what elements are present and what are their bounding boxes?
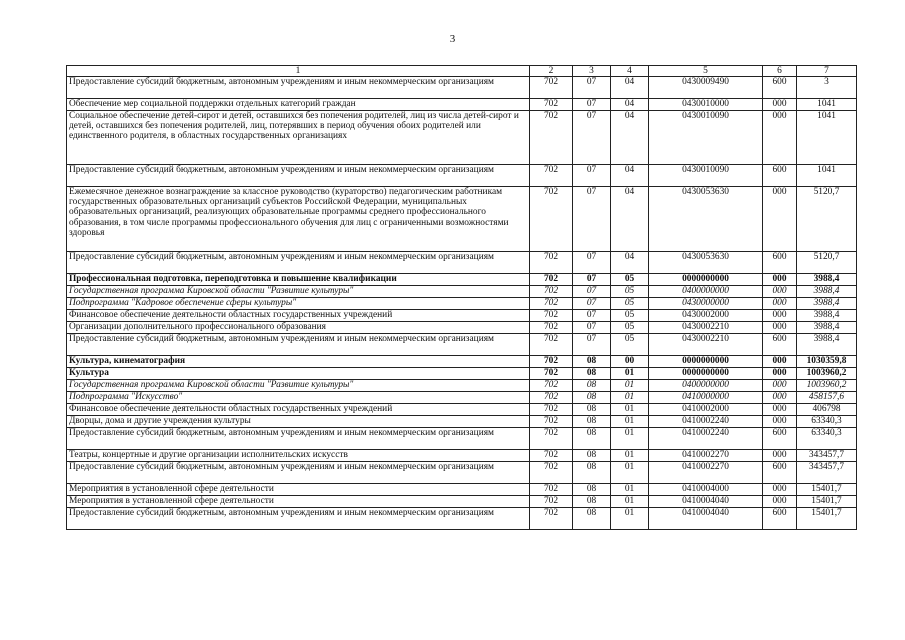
row-target-article-cell: 0410002270 xyxy=(649,462,763,484)
row-sum-cell: 406798 xyxy=(797,404,857,416)
row-name-cell: Предоставление субсидий бюджетным, автономным учреждениям и иным некоммерческим организациям xyxy=(67,508,530,530)
header-col-5: 5 xyxy=(649,66,763,77)
row-section-cell: 08 xyxy=(573,450,611,462)
header-col-7: 7 xyxy=(797,66,857,77)
row-section-cell: 08 xyxy=(573,392,611,404)
row-ved-cell: 702 xyxy=(530,310,573,322)
row-subsection-cell: 05 xyxy=(611,334,649,356)
row-target-article-cell: 0430010000 xyxy=(649,99,763,111)
row-name-cell: Театры, концертные и другие организации исполнительских искусств xyxy=(67,450,530,462)
row-ved-cell: 702 xyxy=(530,380,573,392)
row-subsection-cell: 04 xyxy=(611,165,649,187)
table-row xyxy=(67,165,857,187)
row-ved-cell: 702 xyxy=(530,484,573,496)
row-sum-cell: 3988,4 xyxy=(797,310,857,322)
row-sum-cell: 3 xyxy=(797,77,857,99)
row-section-cell: 07 xyxy=(573,77,611,99)
header-col-3: 3 xyxy=(573,66,611,77)
table-row xyxy=(67,392,857,404)
row-name-cell: Подпрограмма "Кадровое обеспечение сферы культуры" xyxy=(67,298,530,310)
row-section-cell: 08 xyxy=(573,368,611,380)
row-expense-type-cell: 000 xyxy=(763,99,797,111)
row-name-cell: Подпрограмма "Искусство" xyxy=(67,392,530,404)
row-name-cell: Предоставление субсидий бюджетным, автономным учреждениям и иным некоммерческим организациям xyxy=(67,77,530,99)
table-row xyxy=(67,484,857,496)
row-name-cell: Организации дополнительного профессионального образования xyxy=(67,322,530,334)
row-name-cell: Дворцы, дома и другие учреждения культуры xyxy=(67,416,530,428)
row-target-article-cell: 0430002000 xyxy=(649,310,763,322)
row-expense-type-cell: 000 xyxy=(763,322,797,334)
row-ved-cell: 702 xyxy=(530,286,573,298)
row-target-article-cell: 0410002270 xyxy=(649,450,763,462)
row-subsection-cell: 01 xyxy=(611,450,649,462)
table-row xyxy=(67,450,857,462)
row-ved-cell: 702 xyxy=(530,462,573,484)
row-name-cell: Предоставление субсидий бюджетным, автономным учреждениям и иным некоммерческим организациям xyxy=(67,252,530,274)
row-section-cell: 07 xyxy=(573,187,611,252)
row-expense-type-cell: 600 xyxy=(763,508,797,530)
row-ved-cell: 702 xyxy=(530,496,573,508)
row-section-cell: 08 xyxy=(573,484,611,496)
row-target-article-cell: 0430010090 xyxy=(649,111,763,165)
row-subsection-cell: 05 xyxy=(611,322,649,334)
row-target-article-cell: 0410002000 xyxy=(649,404,763,416)
row-sum-cell: 15401,7 xyxy=(797,508,857,530)
row-ved-cell: 702 xyxy=(530,416,573,428)
row-sum-cell: 1041 xyxy=(797,99,857,111)
table-row xyxy=(67,77,857,99)
row-expense-type-cell: 600 xyxy=(763,77,797,99)
row-ved-cell: 702 xyxy=(530,322,573,334)
row-subsection-cell: 01 xyxy=(611,368,649,380)
row-subsection-cell: 05 xyxy=(611,298,649,310)
row-name-cell: Социальное обеспечение детей-сирот и детей, оставшихся без попечения родителей, лиц из числа детей-сирот и детей, оставшихся без попечения родителей, лиц, потерявших в период обучения обоих родителей или единственного родителя, в областных государственных организациях xyxy=(67,111,530,165)
row-subsection-cell: 04 xyxy=(611,77,649,99)
row-expense-type-cell: 000 xyxy=(763,392,797,404)
row-name-cell: Государственная программа Кировской области "Развитие культуры" xyxy=(67,286,530,298)
row-subsection-cell: 04 xyxy=(611,99,649,111)
row-section-cell: 07 xyxy=(573,298,611,310)
table-row xyxy=(67,380,857,392)
header-col-1: 1 xyxy=(67,66,530,77)
table-row xyxy=(67,404,857,416)
row-target-article-cell: 0400000000 xyxy=(649,286,763,298)
row-subsection-cell: 01 xyxy=(611,428,649,450)
row-name-cell: Мероприятия в установленной сфере деятельности xyxy=(67,484,530,496)
row-expense-type-cell: 000 xyxy=(763,356,797,368)
row-target-article-cell: 0430010090 xyxy=(649,165,763,187)
row-name-cell: Культура xyxy=(67,368,530,380)
row-target-article-cell: 0410004040 xyxy=(649,508,763,530)
row-subsection-cell: 01 xyxy=(611,380,649,392)
row-expense-type-cell: 600 xyxy=(763,428,797,450)
row-name-cell: Предоставление субсидий бюджетным, автономным учреждениям и иным некоммерческим организациям xyxy=(67,165,530,187)
row-sum-cell: 3988,4 xyxy=(797,322,857,334)
table-header-row xyxy=(67,66,857,77)
row-name-cell: Обеспечение мер социальной поддержки отдельных категорий граждан xyxy=(67,99,530,111)
row-subsection-cell: 04 xyxy=(611,187,649,252)
row-ved-cell: 702 xyxy=(530,298,573,310)
row-target-article-cell: 0430002210 xyxy=(649,322,763,334)
row-ved-cell: 702 xyxy=(530,187,573,252)
row-expense-type-cell: 000 xyxy=(763,111,797,165)
row-section-cell: 07 xyxy=(573,165,611,187)
table-row xyxy=(67,428,857,450)
row-expense-type-cell: 000 xyxy=(763,298,797,310)
row-expense-type-cell: 000 xyxy=(763,310,797,322)
table-row xyxy=(67,111,857,165)
row-section-cell: 08 xyxy=(573,462,611,484)
row-sum-cell: 15401,7 xyxy=(797,496,857,508)
row-target-article-cell: 0430053630 xyxy=(649,187,763,252)
row-sum-cell: 63340,3 xyxy=(797,416,857,428)
row-ved-cell: 702 xyxy=(530,450,573,462)
row-target-article-cell: 0000000000 xyxy=(649,274,763,286)
row-target-article-cell: 0430002210 xyxy=(649,334,763,356)
row-section-cell: 08 xyxy=(573,496,611,508)
row-sum-cell: 1041 xyxy=(797,111,857,165)
row-section-cell: 08 xyxy=(573,404,611,416)
row-target-article-cell: 0410002240 xyxy=(649,428,763,450)
table-row xyxy=(67,462,857,484)
row-section-cell: 08 xyxy=(573,380,611,392)
row-expense-type-cell: 000 xyxy=(763,286,797,298)
row-sum-cell: 1041 xyxy=(797,165,857,187)
page-number: 3 xyxy=(449,33,456,45)
row-sum-cell: 5120,7 xyxy=(797,187,857,252)
row-target-article-cell: 0000000000 xyxy=(649,368,763,380)
row-ved-cell: 702 xyxy=(530,165,573,187)
row-expense-type-cell: 000 xyxy=(763,450,797,462)
row-name-cell: Профессиональная подготовка, переподготовка и повышение квалификации xyxy=(67,274,530,286)
row-section-cell: 07 xyxy=(573,99,611,111)
header-col-6: 6 xyxy=(763,66,797,77)
row-name-cell: Финансовое обеспечение деятельности областных государственных учреждений xyxy=(67,310,530,322)
row-ved-cell: 702 xyxy=(530,334,573,356)
row-subsection-cell: 04 xyxy=(611,252,649,274)
row-subsection-cell: 04 xyxy=(611,111,649,165)
row-sum-cell: 3988,4 xyxy=(797,334,857,356)
table-row xyxy=(67,286,857,298)
row-subsection-cell: 01 xyxy=(611,508,649,530)
table-row xyxy=(67,496,857,508)
table-row xyxy=(67,99,857,111)
row-section-cell: 08 xyxy=(573,416,611,428)
row-target-article-cell: 0410000000 xyxy=(649,392,763,404)
row-section-cell: 07 xyxy=(573,111,611,165)
row-subsection-cell: 01 xyxy=(611,496,649,508)
row-sum-cell: 5120,7 xyxy=(797,252,857,274)
budget-table xyxy=(66,65,857,530)
row-sum-cell: 458157,6 xyxy=(797,392,857,404)
row-name-cell: Предоставление субсидий бюджетным, автономным учреждениям и иным некоммерческим организациям xyxy=(67,334,530,356)
row-expense-type-cell: 000 xyxy=(763,416,797,428)
row-sum-cell: 15401,7 xyxy=(797,484,857,496)
header-col-2: 2 xyxy=(530,66,573,77)
row-expense-type-cell: 000 xyxy=(763,496,797,508)
table-row xyxy=(67,322,857,334)
row-sum-cell: 3988,4 xyxy=(797,286,857,298)
row-target-article-cell: 0410004000 xyxy=(649,484,763,496)
row-target-article-cell: 0430000000 xyxy=(649,298,763,310)
row-subsection-cell: 01 xyxy=(611,484,649,496)
table-row xyxy=(67,252,857,274)
row-expense-type-cell: 000 xyxy=(763,368,797,380)
row-sum-cell: 63340,3 xyxy=(797,428,857,450)
row-subsection-cell: 01 xyxy=(611,392,649,404)
row-expense-type-cell: 600 xyxy=(763,252,797,274)
row-expense-type-cell: 000 xyxy=(763,380,797,392)
row-expense-type-cell: 600 xyxy=(763,334,797,356)
row-ved-cell: 702 xyxy=(530,356,573,368)
row-sum-cell: 343457,7 xyxy=(797,450,857,462)
row-section-cell: 07 xyxy=(573,274,611,286)
row-ved-cell: 702 xyxy=(530,274,573,286)
row-section-cell: 07 xyxy=(573,322,611,334)
row-subsection-cell: 01 xyxy=(611,462,649,484)
table-row xyxy=(67,310,857,322)
row-expense-type-cell: 000 xyxy=(763,484,797,496)
row-expense-type-cell: 000 xyxy=(763,404,797,416)
header-col-4: 4 xyxy=(611,66,649,77)
row-name-cell: Ежемесячное денежное вознаграждение за классное руководство (кураторство) педагогическим работникам государственных образовательных организаций субъектов Российской Федерации, муниципальных образовательных организаций, реализующих образовательные программы среднего профессионального образования, в том числе программы профессионального обучения для лиц с ограниченными возможностями здоровья xyxy=(67,187,530,252)
row-name-cell: Финансовое обеспечение деятельности областных государственных учреждений xyxy=(67,404,530,416)
row-name-cell: Предоставление субсидий бюджетным, автономным учреждениям и иным некоммерческим организациям xyxy=(67,428,530,450)
row-ved-cell: 702 xyxy=(530,111,573,165)
row-expense-type-cell: 000 xyxy=(763,187,797,252)
row-ved-cell: 702 xyxy=(530,252,573,274)
row-subsection-cell: 05 xyxy=(611,274,649,286)
row-subsection-cell: 05 xyxy=(611,310,649,322)
row-target-article-cell: 0410002240 xyxy=(649,416,763,428)
row-section-cell: 08 xyxy=(573,508,611,530)
row-target-article-cell: 0400000000 xyxy=(649,380,763,392)
table-row xyxy=(67,508,857,530)
table-row xyxy=(67,187,857,252)
row-subsection-cell: 00 xyxy=(611,356,649,368)
table-row xyxy=(67,298,857,310)
row-section-cell: 07 xyxy=(573,310,611,322)
row-subsection-cell: 05 xyxy=(611,286,649,298)
table-row xyxy=(67,274,857,286)
table-row xyxy=(67,416,857,428)
row-name-cell: Предоставление субсидий бюджетным, автономным учреждениям и иным некоммерческим организациям xyxy=(67,462,530,484)
row-expense-type-cell: 000 xyxy=(763,274,797,286)
row-ved-cell: 702 xyxy=(530,428,573,450)
row-subsection-cell: 01 xyxy=(611,416,649,428)
row-sum-cell: 3988,4 xyxy=(797,298,857,310)
row-expense-type-cell: 600 xyxy=(763,165,797,187)
row-section-cell: 07 xyxy=(573,334,611,356)
row-sum-cell: 1003960,2 xyxy=(797,368,857,380)
table-body xyxy=(67,66,857,530)
table-row xyxy=(67,334,857,356)
row-ved-cell: 702 xyxy=(530,77,573,99)
table-row xyxy=(67,368,857,380)
row-ved-cell: 702 xyxy=(530,99,573,111)
table-row xyxy=(67,356,857,368)
row-sum-cell: 1003960,2 xyxy=(797,380,857,392)
row-sum-cell: 1030359,8 xyxy=(797,356,857,368)
row-section-cell: 07 xyxy=(573,286,611,298)
row-ved-cell: 702 xyxy=(530,392,573,404)
row-sum-cell: 3988,4 xyxy=(797,274,857,286)
row-name-cell: Культура, кинематография xyxy=(67,356,530,368)
row-sum-cell: 343457,7 xyxy=(797,462,857,484)
row-ved-cell: 702 xyxy=(530,508,573,530)
row-name-cell: Государственная программа Кировской области "Развитие культуры" xyxy=(67,380,530,392)
row-expense-type-cell: 600 xyxy=(763,462,797,484)
row-section-cell: 08 xyxy=(573,428,611,450)
row-name-cell: Мероприятия в установленной сфере деятельности xyxy=(67,496,530,508)
row-target-article-cell: 0000000000 xyxy=(649,356,763,368)
row-ved-cell: 702 xyxy=(530,368,573,380)
row-target-article-cell: 0430009490 xyxy=(649,77,763,99)
row-ved-cell: 702 xyxy=(530,404,573,416)
row-section-cell: 07 xyxy=(573,252,611,274)
row-section-cell: 08 xyxy=(573,356,611,368)
row-subsection-cell: 01 xyxy=(611,404,649,416)
row-target-article-cell: 0410004040 xyxy=(649,496,763,508)
row-target-article-cell: 0430053630 xyxy=(649,252,763,274)
